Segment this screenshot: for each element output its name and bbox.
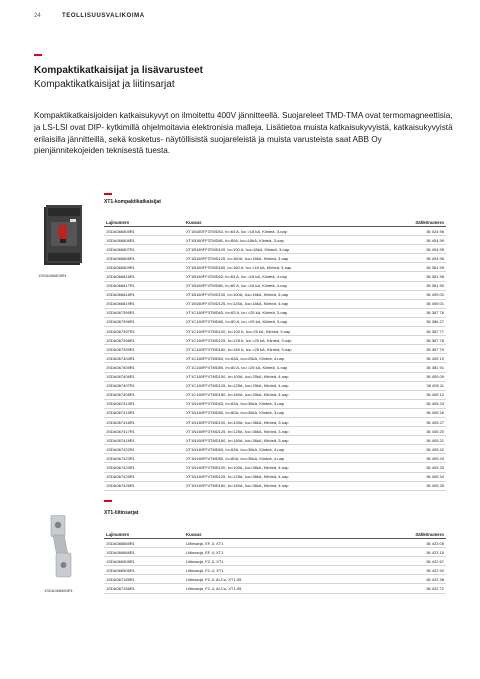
cell-kuvaus: XT1B160FF3TMD160, In=160 A, Icu =18 kA, Kiinteä, 3-nap xyxy=(184,263,384,272)
terminal-image-caption: 1SDA066884R1 xyxy=(44,588,73,593)
cell-lajinumero: 1SDA066819R1 xyxy=(104,299,184,308)
cell-kuvaus: XT1B160FF3TMD80, In=80A, Icu=18kA, Kiinteä, 3-nap xyxy=(184,236,384,245)
table-row xyxy=(104,539,446,548)
cell-kuvaus: Liitinsarja, FC-4, Al-Cu, XT1-95 xyxy=(184,584,384,593)
cell-kuvaus: XT1C160FF4TMD100, In=100A, Icu=25kA, Kiinteä, 4-nap xyxy=(184,372,384,381)
cell-lajinumero: 1SDA067395R1 xyxy=(104,308,184,317)
table-row xyxy=(104,548,446,557)
cell-sahkonumero: 36 405 09 xyxy=(384,372,446,381)
cell-sahkonumero: 36 422 67 xyxy=(384,557,446,566)
table-row xyxy=(104,363,446,372)
cell-lajinumero: 1SDA066865R1 xyxy=(104,539,184,548)
cell-sahkonumero: 36 422 92 xyxy=(384,566,446,575)
cell-kuvaus: XT1N160FF3TMD80, In=80A, Icu=36kA, Kiinteä, 3-nap xyxy=(184,408,384,417)
table-row xyxy=(104,299,446,308)
cell-lajinumero: 1SDA066807R1 xyxy=(104,245,184,254)
cell-kuvaus: XT1N160FF4TMD63, In=63A, Icu=36kA, Kiinteä, 4-nap xyxy=(184,445,384,454)
cell-lajinumero: 1SDA067408R1 xyxy=(104,390,184,399)
cell-lajinumero: 1SDA066806R1 xyxy=(104,236,184,245)
table-row xyxy=(104,336,446,345)
cell-sahkonumero: 36 024 96 xyxy=(384,227,446,236)
cell-kuvaus: XT1B160FF3TMD100, In=100 A, Icu=18kA, Kiinteä, 3-nap xyxy=(184,245,384,254)
cell-kuvaus: Liitinsarja, EF-3, XT1 xyxy=(184,539,384,548)
cell-lajinumero: 1SDA067422R1 xyxy=(104,445,184,454)
table-row xyxy=(104,463,446,472)
cell-kuvaus: XT1C160FF3TMD125, In=125 A, Icu =25 kA, Kiinteä, 3-nap xyxy=(184,336,384,345)
cell-lajinumero: 1SDA066816R1 xyxy=(104,272,184,281)
accent-bar xyxy=(34,54,42,56)
cell-lajinumero: 1SDA066805R1 xyxy=(104,227,184,236)
cell-sahkonumero: 36 405 01 xyxy=(384,299,446,308)
cell-kuvaus: XT1C160FF4TMD160, In=160A, Icu=25kA, Kiinteä, 4-nap xyxy=(184,390,384,399)
terminal-kit-table xyxy=(104,530,446,594)
cell-kuvaus: Liitinsarja, FC-3, Al-Cu, XT1-95 xyxy=(184,575,384,584)
cell-lajinumero: 1SDA066809R1 xyxy=(104,263,184,272)
cell-kuvaus: XT1B160FF4TMD125, In=125A, Icu=18kA, Kiinteä, 4-nap xyxy=(184,299,384,308)
cell-sahkonumero: 36 405 43 xyxy=(384,454,446,463)
table-row xyxy=(104,399,446,408)
cell-sahkonumero: 36 422 38 xyxy=(384,575,446,584)
cell-kuvaus: XT1N160FF4TMD100, In=100A, Icu=36kA, Kiinteä, 4-nap xyxy=(184,463,384,472)
cell-sahkonumero: 36 405 21 xyxy=(384,436,446,445)
cell-lajinumero: 1SDA067397R1 xyxy=(104,327,184,336)
table-row xyxy=(104,381,446,390)
cell-sahkonumero: 36 387 77 xyxy=(384,327,446,336)
section1-title: XT1-kompaktikatkaisijat xyxy=(104,199,161,205)
cell-kuvaus: XT1C160FF3TMD63, In=63 A, Icu =25 kA, Kiinteä, 3-nap xyxy=(184,308,384,317)
cell-sahkonumero: 36 404 99 xyxy=(384,236,446,245)
cell-lajinumero: 1SDA067406R1 xyxy=(104,372,184,381)
table-row xyxy=(104,417,446,426)
cell-kuvaus: XT1C160FF4TMD80, In=80 A, Icu =25 kA, Kiinteä, 4-nap xyxy=(184,363,384,372)
breaker-image-caption: 1SDA066805R1 xyxy=(38,273,67,278)
table-row xyxy=(104,263,446,272)
cell-kuvaus: XT1C160FF3TMD100, In=100 A, Icu=25 kA, Kiinteä, 3-nap xyxy=(184,327,384,336)
table-row xyxy=(104,566,446,575)
breaker-table xyxy=(104,218,446,491)
table-row xyxy=(104,254,446,263)
cell-lajinumero: 1SDA067399R1 xyxy=(104,345,184,354)
column-header-kuvaus: Kuvaus xyxy=(184,530,384,539)
table-row xyxy=(104,390,446,399)
cell-kuvaus: XT1C160FF4TMD63, In=63A, Icu=25kA, Kiinteä, 4-nap xyxy=(184,354,384,363)
table-row xyxy=(104,272,446,281)
table-row xyxy=(104,245,446,254)
cell-sahkonumero: 36 405 34 xyxy=(384,472,446,481)
cell-sahkonumero: 36 423 15 xyxy=(384,548,446,557)
table-row xyxy=(104,481,446,490)
table-row xyxy=(104,308,446,317)
cell-lajinumero: 1SDA066866R1 xyxy=(104,548,184,557)
column-header-sahkonumero: Sähkönumero xyxy=(384,218,446,227)
cell-sahkonumero: 36 422 72 xyxy=(384,584,446,593)
cell-kuvaus: Liitinsarja, FC-3, XT1 xyxy=(184,557,384,566)
cell-lajinumero: 1SDA066817R1 xyxy=(104,281,184,290)
cell-sahkonumero: 36 405 12 xyxy=(384,390,446,399)
column-header-lajinumero: Lajinumero xyxy=(104,530,184,539)
cell-lajinumero: 1SDA067425R1 xyxy=(104,472,184,481)
cell-sahkonumero: 36 381 91 xyxy=(384,363,446,372)
page-subheading: Kompaktikatkaisijat ja liitinsarjat xyxy=(34,79,175,90)
breaker-image xyxy=(44,205,82,267)
page-number: 24 xyxy=(34,13,41,19)
cell-sahkonumero: 36 387 78 xyxy=(384,336,446,345)
cell-kuvaus: XT1C160FF4TMD125, In=125A, Icu=25kA, Kiinteä, 4-nap xyxy=(184,381,384,390)
cell-sahkonumero: 36 387 76 xyxy=(384,308,446,317)
table-row xyxy=(104,445,446,454)
cell-kuvaus: XT1N160FF4TMD125, In=125A, Icu=36kA, Kiinteä, 4-nap xyxy=(184,472,384,481)
cell-lajinumero: 1SDA067398R1 xyxy=(104,336,184,345)
cell-kuvaus: Liitinsarja, EF-4, XT1 xyxy=(184,548,384,557)
table-row xyxy=(104,557,446,566)
cell-sahkonumero: 36 405 33 xyxy=(384,463,446,472)
table-header-row xyxy=(104,530,446,539)
table-row xyxy=(104,354,446,363)
cell-sahkonumero: 36 404 96 xyxy=(384,254,446,263)
cell-sahkonumero: 36 405 00 xyxy=(384,290,446,299)
table-row xyxy=(104,290,446,299)
cell-kuvaus: Liitinsarja, FC-4, XT1 xyxy=(184,566,384,575)
cell-sahkonumero: 36 423 05 xyxy=(384,539,446,548)
table-row xyxy=(104,454,446,463)
table-row xyxy=(104,345,446,354)
table-row xyxy=(104,584,446,593)
table-row xyxy=(104,472,446,481)
cell-lajinumero: 1SDA067156R1 xyxy=(104,584,184,593)
terminal-kit-image xyxy=(45,515,75,580)
column-header-lajinumero: Lajinumero xyxy=(104,218,184,227)
column-header-kuvaus: Kuvaus xyxy=(184,218,384,227)
table-row xyxy=(104,327,446,336)
table-row xyxy=(104,372,446,381)
cell-sahkonumero: 36 405 26 xyxy=(384,408,446,417)
table-header-row xyxy=(104,218,446,227)
cell-kuvaus: XT1N160FF3TMD63, In=63A, Icu=36kA, Kiinteä, 3-nap xyxy=(184,399,384,408)
table-row xyxy=(104,236,446,245)
cell-kuvaus: XT1B160FF4TMD63, In=63 A, Icu =18 kA, Kiinteä, 4-nap xyxy=(184,272,384,281)
cell-lajinumero: 1SDA067404R1 xyxy=(104,354,184,363)
cell-lajinumero: 1SDA067396R1 xyxy=(104,317,184,326)
cell-lajinumero: 1SDA066905R1 xyxy=(104,557,184,566)
table-row xyxy=(104,427,446,436)
cell-lajinumero: 1SDA067415R1 xyxy=(104,408,184,417)
cell-sahkonumero: 36 405 19 xyxy=(384,354,446,363)
cell-lajinumero: 1SDA066808R1 xyxy=(104,254,184,263)
cell-sahkonumero: 36 405 35 xyxy=(384,481,446,490)
section2-accent-bar xyxy=(104,500,112,502)
cell-kuvaus: XT1N160FF4TMD160, In=160A, Icu=36kA, Kiinteä, 4-nap xyxy=(184,481,384,490)
cell-sahkonumero: 36 405 24 xyxy=(384,399,446,408)
cell-lajinumero: 1SDA067414R1 xyxy=(104,399,184,408)
cell-kuvaus: XT1B160FF4TMD100, In=100A, Icu=18kA, Kiinteä, 4-nap xyxy=(184,290,384,299)
cell-kuvaus: XT1B160FF4TMD80, In=80 A, Icu =18 kA, Kiinteä, 4-nap xyxy=(184,281,384,290)
cell-sahkonumero: 36 381 90 xyxy=(384,281,446,290)
cell-sahkonumero: 36 405 27 xyxy=(384,417,446,426)
cell-kuvaus: XT1C160FF3TMD80, In=80 A, Icu =25 kA, Kiinteä, 3-nap xyxy=(184,317,384,326)
table-row xyxy=(104,436,446,445)
cell-lajinumero: 1SDA067417R1 xyxy=(104,427,184,436)
table-row xyxy=(104,227,446,236)
section2-title: XT1-liitinsarjat xyxy=(104,510,139,516)
section1-accent-bar xyxy=(104,193,112,195)
cell-kuvaus: XT1N160FF3TMD160, In=160A, Icu=36kA, Kiinteä, 3-nap xyxy=(184,436,384,445)
cell-sahkonumero: 36 404 95 xyxy=(384,245,446,254)
cell-kuvaus: XT1B160FF3TMD125, In=160A, Icu=18kA, Kiinteä, 3-nap xyxy=(184,254,384,263)
intro-paragraph: Kompaktikatkaisijoiden katkaisukyvyt on ilmoitettu 400V jännitteellä. Suojareleet TMD-TMA ovat termomagneettisia, ja LS-LSI ovat DIP- kytkimillä ohjelmoitavia elektronisia malleja. Lisätietoa muista katkaisukyvyistä, katkaisukyvyistä erilaisilla jännitteillä, sekä kosketus- näytöllisistä suojareleistä ja muista varusteista saat ABB Oy pienjännitekojeiden teknisestä tuesta. xyxy=(34,111,453,156)
cell-sahkonumero: 36 405 11 xyxy=(384,381,446,390)
cell-lajinumero: 1SDA067424R1 xyxy=(104,463,184,472)
table-row xyxy=(104,408,446,417)
cell-sahkonumero: 36 405 42 xyxy=(384,445,446,454)
page-heading: Kompaktikatkaisijat ja lisävarusteet xyxy=(34,65,203,76)
cell-lajinumero: 1SDA067155R1 xyxy=(104,575,184,584)
cell-lajinumero: 1SDA067416R1 xyxy=(104,417,184,426)
table-row xyxy=(104,575,446,584)
cell-lajinumero: 1SDA067423R1 xyxy=(104,454,184,463)
cell-lajinumero: 1SDA067418R1 xyxy=(104,436,184,445)
cell-lajinumero: 1SDA067407R1 xyxy=(104,381,184,390)
cell-sahkonumero: 36 381 99 xyxy=(384,263,446,272)
cell-lajinumero: 1SDA067405R1 xyxy=(104,363,184,372)
cell-sahkonumero: 36 386 27 xyxy=(384,317,446,326)
running-header: TEOLLISUUSVALIKOIMA xyxy=(62,13,145,19)
cell-sahkonumero: 36 381 96 xyxy=(384,272,446,281)
table-row xyxy=(104,317,446,326)
cell-sahkonumero: 36 387 79 xyxy=(384,345,446,354)
cell-kuvaus: XT1N160FF4TMD80, In=80A, Icu=36kA, Kiinteä, 4-nap xyxy=(184,454,384,463)
table-row xyxy=(104,281,446,290)
cell-lajinumero: 1SDA066818R1 xyxy=(104,290,184,299)
column-header-sahkonumero: Sähkönumero xyxy=(384,530,446,539)
cell-kuvaus: XT1C160FF3TMD160, In=160 A, Icu =25 kA, Kiinteä, 3-nap xyxy=(184,345,384,354)
cell-sahkonumero: 36 405 20 xyxy=(384,427,446,436)
cell-lajinumero: 1SDA066906R1 xyxy=(104,566,184,575)
cell-kuvaus: XT1N160FF3TMD100, In=100A, Icu=36kA, Kiinteä, 3-nap xyxy=(184,417,384,426)
cell-kuvaus: XT1N160FF3TMD125, In=125A, Icu=36kA, Kiinteä, 3-nap xyxy=(184,427,384,436)
cell-lajinumero: 1SDA067426R1 xyxy=(104,481,184,490)
cell-kuvaus: XT1B160TF3TMD63, In=63 A, Icu =18 kA, Kiinteä, 3-nap xyxy=(184,227,384,236)
